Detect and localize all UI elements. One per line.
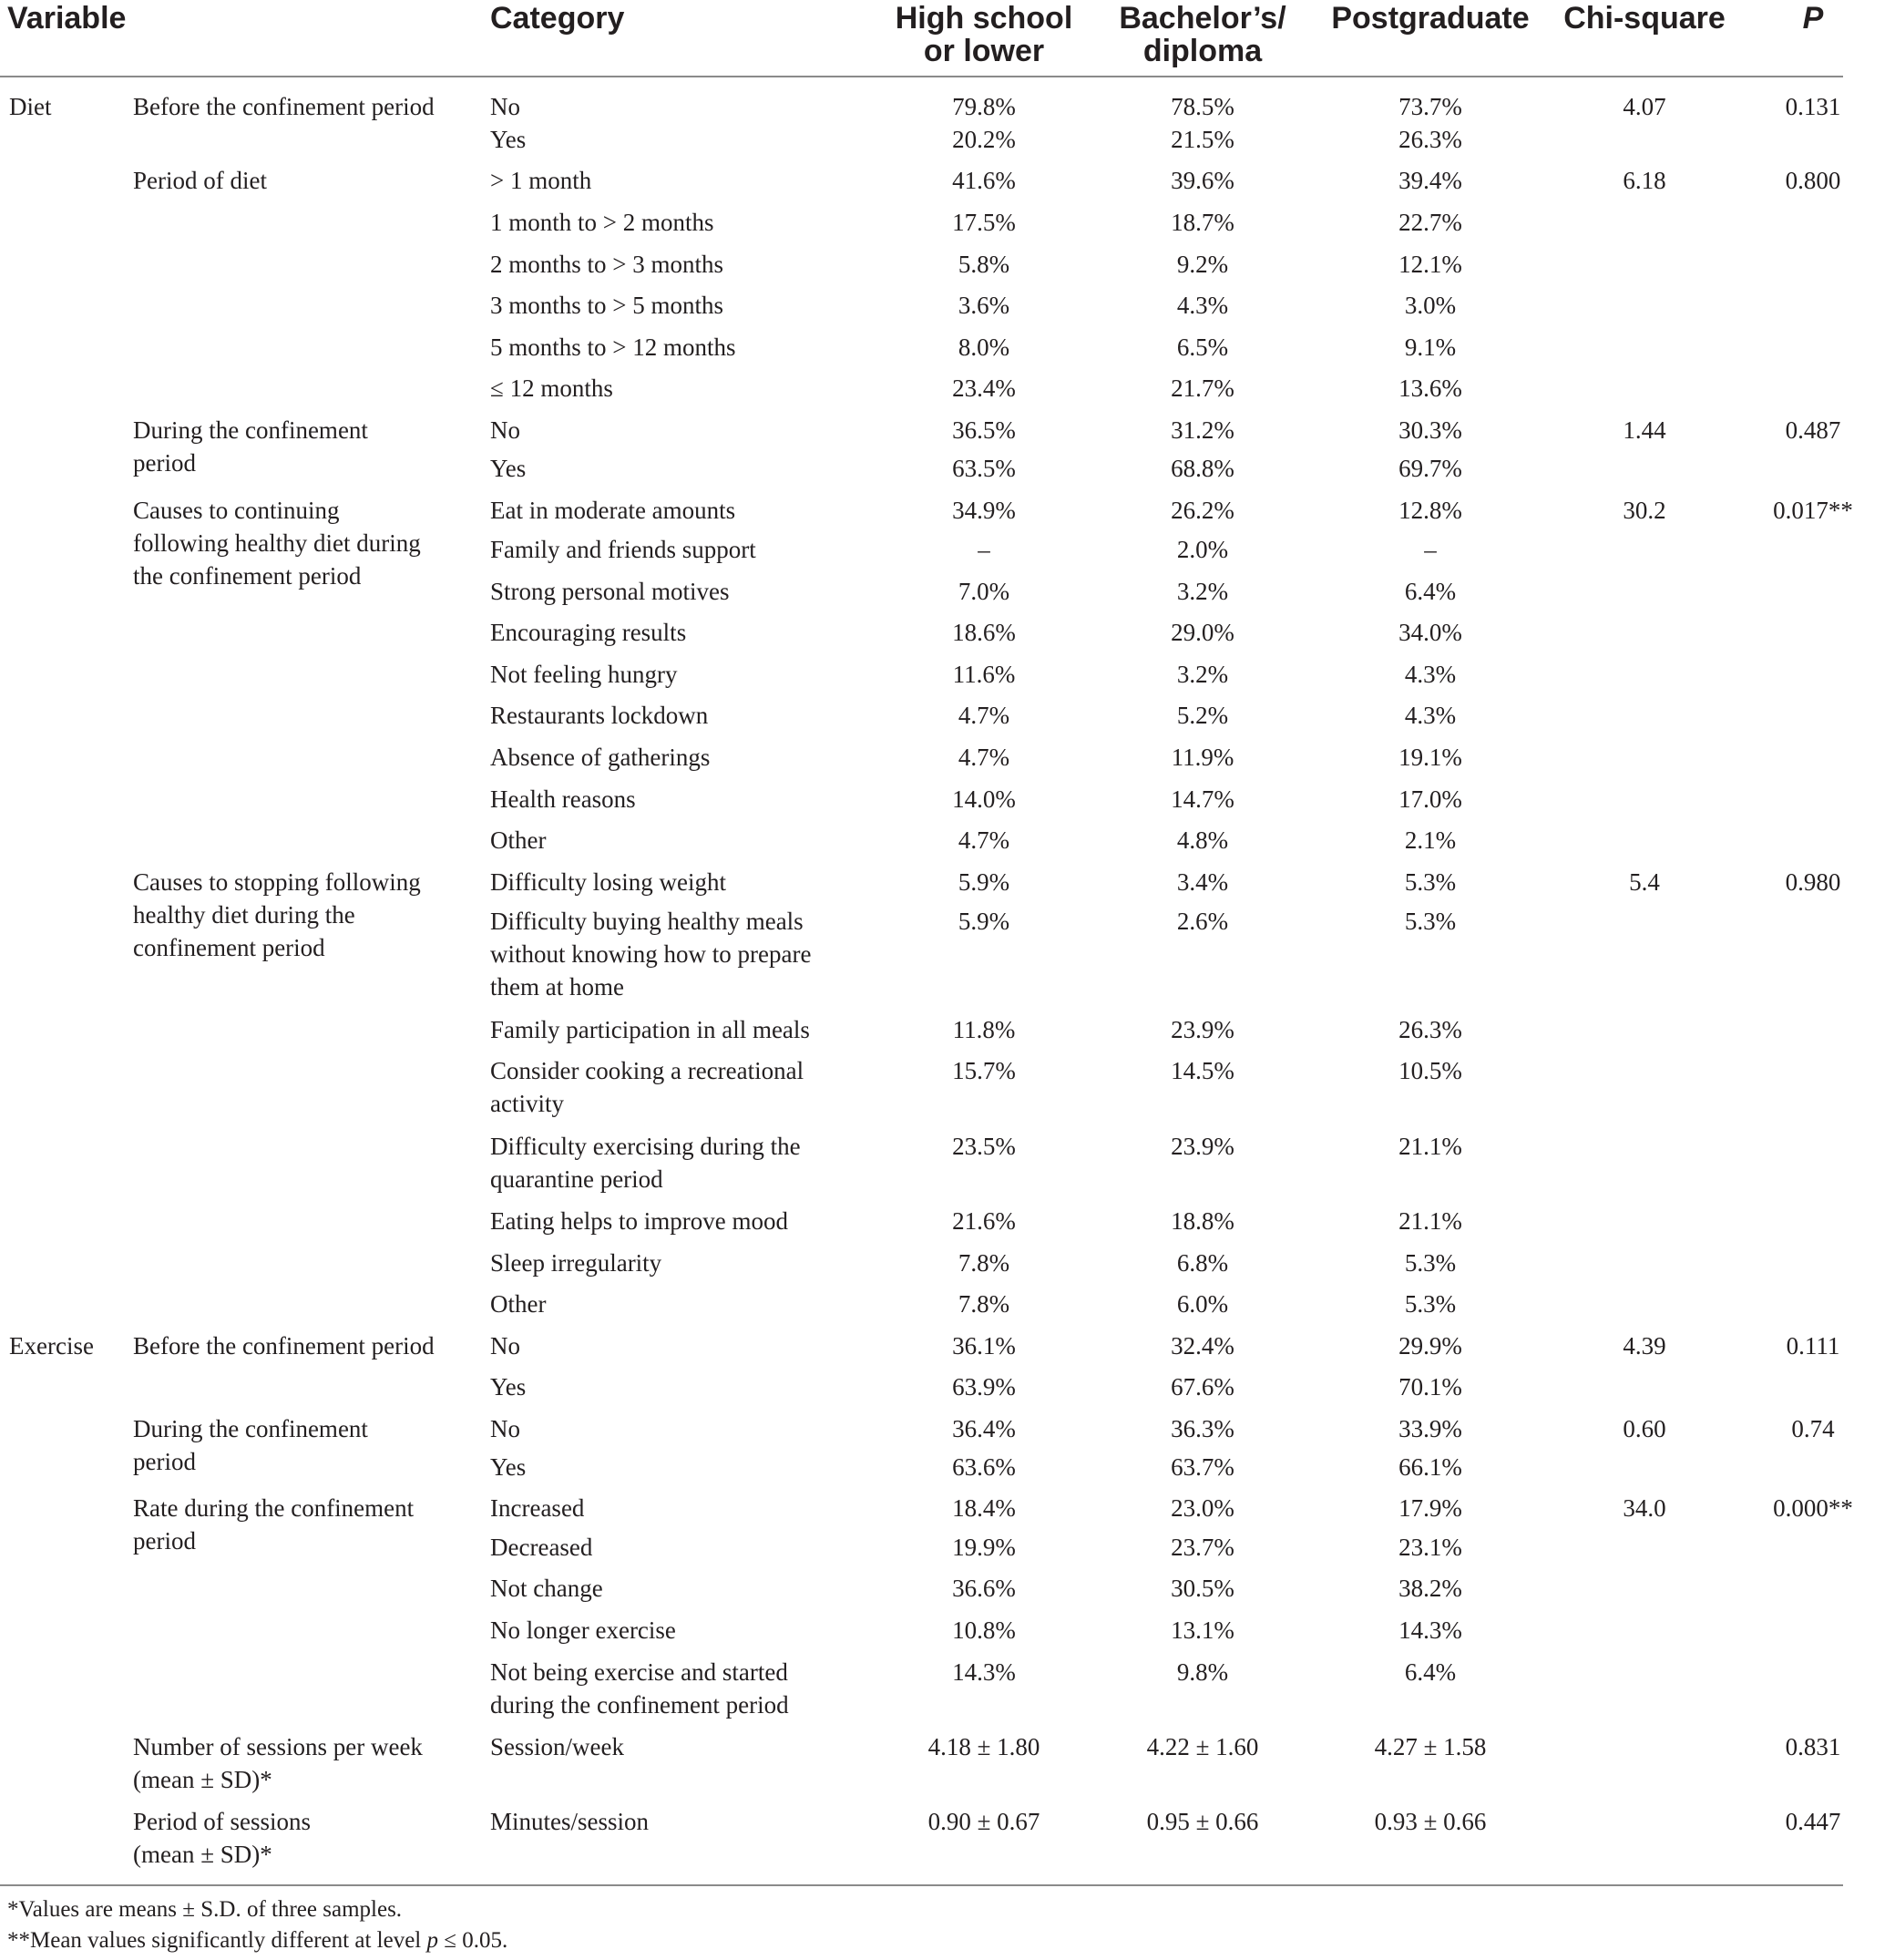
category-cell-line: Difficulty losing weight — [490, 868, 726, 896]
bachelors-cell: 23.9% — [1171, 1133, 1234, 1160]
postgraduate-cell: 22.7% — [1398, 209, 1462, 236]
header-rule — [0, 76, 1843, 77]
high-school-cell: 14.3% — [952, 1658, 1016, 1686]
high-school-cell: 36.6% — [952, 1575, 1016, 1602]
category-cell — [490, 699, 708, 732]
p-value-cell: 0.74 — [1791, 1415, 1835, 1442]
bottom-rule — [0, 1884, 1843, 1886]
subvariable-cell-line: Number of sessions per week — [133, 1733, 423, 1760]
bachelors-cell: 6.0% — [1176, 1290, 1229, 1318]
high-school-cell: 21.6% — [952, 1207, 1016, 1235]
subvariable-cell-line: Causes to stopping following — [133, 868, 421, 896]
subvariable-cell-line: During the confinement — [133, 416, 368, 444]
bachelors-cell: 11.9% — [1171, 744, 1234, 771]
category-cell — [490, 1656, 789, 1721]
postgraduate-cell: 19.1% — [1398, 744, 1462, 771]
bachelors-cell: 3.2% — [1176, 578, 1229, 605]
bachelors-cell: 9.8% — [1176, 1658, 1229, 1686]
high-school-cell: 5.9% — [958, 868, 1010, 896]
high-school-cell: 23.4% — [952, 375, 1016, 402]
high-school-cell: 36.1% — [952, 1332, 1016, 1360]
subvariable-cell-line: Period of sessions — [133, 1808, 311, 1835]
subvariable-cell — [133, 1329, 435, 1362]
subvariable-cell-line: Causes to continuing — [133, 497, 340, 524]
high-school-cell: 11.8% — [952, 1016, 1016, 1043]
header-variable: Variable — [7, 1, 127, 36]
bachelors-cell: 14.7% — [1171, 785, 1234, 813]
high-school-cell: 79.8% — [952, 93, 1016, 120]
high-school-cell: 23.5% — [952, 1133, 1016, 1160]
postgraduate-cell: 5.3% — [1404, 908, 1457, 935]
postgraduate-cell: 17.9% — [1398, 1494, 1462, 1522]
category-cell-line: Decreased — [490, 1534, 593, 1561]
category-cell-line: No — [490, 416, 520, 444]
subvariable-cell-line: (mean ± SD)* — [133, 1766, 272, 1793]
category-cell — [490, 494, 735, 527]
high-school-cell: 7.8% — [958, 1290, 1010, 1318]
bachelors-cell: 32.4% — [1171, 1332, 1234, 1360]
bachelors-cell: 26.2% — [1171, 497, 1234, 524]
category-cell-line: Health reasons — [490, 785, 636, 813]
chi-square-cell: 0.60 — [1623, 1415, 1666, 1442]
bachelors-cell: 68.8% — [1171, 455, 1234, 482]
category-cell-line: them at home — [490, 973, 624, 1001]
high-school-cell: 5.9% — [958, 908, 1010, 935]
p-value-cell: 0.980 — [1785, 868, 1841, 896]
postgraduate-cell: 0.93 ± 0.66 — [1374, 1808, 1487, 1835]
high-school-cell: 36.4% — [952, 1415, 1016, 1442]
postgraduate-cell: 26.3% — [1398, 126, 1462, 153]
bachelors-cell: 6.8% — [1176, 1249, 1229, 1277]
category-cell-line: Minutes/session — [490, 1808, 650, 1835]
category-cell-line: Consider cooking a recreational — [490, 1057, 804, 1084]
bachelors-cell: 39.6% — [1171, 167, 1234, 194]
bachelors-cell: 31.2% — [1171, 416, 1234, 444]
bachelors-cell: 5.2% — [1176, 702, 1229, 729]
p-value-cell: 0.000** — [1773, 1494, 1853, 1522]
category-cell — [490, 414, 520, 446]
subvariable-cell-line: period — [133, 449, 196, 477]
postgraduate-cell: 73.7% — [1398, 93, 1462, 120]
header-chi-square: Chi-square — [1563, 1, 1726, 36]
high-school-cell: 4.7% — [958, 744, 1010, 771]
category-cell — [490, 1412, 520, 1445]
category-cell-line: Yes — [490, 1453, 527, 1481]
high-school-cell: 0.90 ± 0.67 — [927, 1808, 1040, 1835]
high-school-cell: 10.8% — [952, 1616, 1016, 1644]
category-cell-line: Family and friends support — [490, 536, 756, 563]
postgraduate-cell: 2.1% — [1404, 826, 1457, 854]
header-high-school-line2: or lower — [923, 34, 1045, 68]
high-school-cell: 34.9% — [952, 497, 1016, 524]
postgraduate-cell: 66.1% — [1398, 1453, 1462, 1481]
category-cell-line: 3 months to > 5 months — [490, 292, 723, 319]
header-bachelors-line2: diploma — [1142, 34, 1263, 68]
high-school-cell: 5.8% — [958, 251, 1010, 278]
category-cell-line: Yes — [490, 455, 527, 482]
postgraduate-cell: 17.0% — [1398, 785, 1462, 813]
high-school-cell: 8.0% — [958, 334, 1010, 361]
category-cell-line: Not being exercise and started — [490, 1658, 788, 1686]
postgraduate-cell: 6.4% — [1404, 578, 1457, 605]
category-cell — [490, 90, 520, 123]
header-category: Category — [490, 1, 625, 36]
p-value-cell: 0.447 — [1785, 1808, 1841, 1835]
postgraduate-cell: 4.3% — [1404, 661, 1457, 688]
category-cell-line: Increased — [490, 1494, 585, 1522]
category-cell-line: No — [490, 93, 520, 120]
p-value-cell: 0.831 — [1785, 1733, 1841, 1760]
category-cell — [490, 905, 811, 1003]
high-school-cell: 19.9% — [952, 1534, 1016, 1561]
subvariable-cell — [133, 494, 421, 592]
category-cell-line: Other — [490, 826, 547, 854]
subvariable-cell — [133, 1805, 311, 1871]
p-value-cell: 0.800 — [1785, 167, 1841, 194]
category-cell-line: Strong personal motives — [490, 578, 730, 605]
subvariable-cell-line: During the confinement — [133, 1415, 368, 1442]
high-school-cell: 14.0% — [952, 785, 1016, 813]
postgraduate-cell: 38.2% — [1398, 1575, 1462, 1602]
category-cell-line: during the confinement period — [490, 1691, 789, 1719]
category-cell-line: Sleep irregularity — [490, 1249, 662, 1277]
category-cell-line: Restaurants lockdown — [490, 702, 709, 729]
header-postgraduate: Postgraduate — [1331, 1, 1530, 36]
chi-square-cell: 5.4 — [1629, 868, 1660, 896]
postgraduate-cell: 13.6% — [1398, 375, 1462, 402]
postgraduate-cell: 5.3% — [1404, 1249, 1457, 1277]
high-school-cell: 7.0% — [958, 578, 1010, 605]
subvariable-cell-line: Rate during the confinement — [133, 1494, 415, 1522]
category-cell — [490, 1451, 526, 1483]
bachelors-cell: 63.7% — [1171, 1453, 1234, 1481]
postgraduate-cell: 70.1% — [1398, 1373, 1462, 1401]
category-cell-line: activity — [490, 1090, 564, 1117]
high-school-cell: 20.2% — [952, 126, 1016, 153]
postgraduate-cell: 21.1% — [1398, 1133, 1462, 1160]
postgraduate-cell: 69.7% — [1398, 455, 1462, 482]
variable-cell: Exercise — [9, 1332, 94, 1360]
subvariable-cell-line: following healthy diet during — [133, 529, 421, 557]
subvariable-cell — [133, 866, 421, 964]
postgraduate-cell: 39.4% — [1398, 167, 1462, 194]
high-school-cell: 11.6% — [952, 661, 1016, 688]
high-school-cell: 3.6% — [958, 292, 1010, 319]
category-cell-line: 1 month to > 2 months — [490, 209, 714, 236]
bachelors-cell: 67.6% — [1171, 1373, 1234, 1401]
bachelors-cell: 9.2% — [1176, 251, 1229, 278]
chi-square-cell: 34.0 — [1623, 1494, 1666, 1522]
subvariable-cell — [133, 1730, 423, 1796]
header-bachelors-line1: Bachelor’s/ — [1119, 1, 1286, 36]
chi-square-cell: 30.2 — [1623, 497, 1666, 524]
category-cell — [490, 533, 756, 566]
bachelors-cell: 23.0% — [1171, 1494, 1234, 1522]
category-cell — [490, 575, 729, 608]
postgraduate-cell: 9.1% — [1404, 334, 1457, 361]
high-school-cell: 17.5% — [952, 209, 1016, 236]
category-cell-line: No — [490, 1415, 520, 1442]
category-cell — [490, 1614, 676, 1647]
header-high-school — [888, 2, 1080, 67]
category-cell-line: > 1 month — [490, 167, 592, 194]
high-school-cell: 4.18 ± 1.80 — [927, 1733, 1040, 1760]
subvariable-cell-line: Period of diet — [133, 167, 267, 194]
high-school-cell: 63.9% — [952, 1373, 1016, 1401]
subvariable-cell — [133, 164, 267, 197]
category-cell — [490, 783, 636, 816]
p-value-cell: 0.111 — [1786, 1332, 1840, 1360]
bachelors-cell: 14.5% — [1171, 1057, 1234, 1084]
category-cell — [490, 1247, 661, 1279]
chi-square-cell: 6.18 — [1623, 167, 1666, 194]
bachelors-cell: 13.1% — [1171, 1616, 1234, 1644]
category-cell — [490, 1130, 801, 1195]
category-cell-line: quarantine period — [490, 1165, 663, 1193]
header-high-school-line1: High school — [895, 1, 1073, 36]
high-school-cell: 36.5% — [952, 416, 1016, 444]
postgraduate-cell: 4.27 ± 1.58 — [1374, 1733, 1487, 1760]
subvariable-cell-line: period — [133, 1448, 196, 1475]
category-cell-line: Eating helps to improve mood — [490, 1207, 788, 1235]
subvariable-cell-line: the confinement period — [133, 562, 362, 590]
category-cell-line: Eat in moderate amounts — [490, 497, 736, 524]
bachelors-cell: 2.0% — [1176, 536, 1229, 563]
category-cell — [490, 658, 677, 691]
bachelors-cell: 23.9% — [1171, 1016, 1234, 1043]
high-school-cell: 7.8% — [958, 1249, 1010, 1277]
high-school-cell: 15.7% — [952, 1057, 1016, 1084]
bachelors-cell: 4.3% — [1176, 292, 1229, 319]
high-school-cell: 18.4% — [952, 1494, 1016, 1522]
postgraduate-cell: 4.3% — [1404, 702, 1457, 729]
bachelors-cell: 36.3% — [1171, 1415, 1234, 1442]
category-cell-line: without knowing how to prepare — [490, 940, 812, 968]
p-value-cell: 0.131 — [1785, 93, 1841, 120]
category-cell-line: Yes — [490, 1373, 527, 1401]
high-school-cell: 63.6% — [952, 1453, 1016, 1481]
category-cell — [490, 1370, 526, 1403]
subvariable-cell-line: period — [133, 1527, 196, 1555]
category-cell — [490, 123, 526, 156]
postgraduate-cell: – — [1424, 536, 1437, 563]
header-p: P — [1802, 1, 1824, 36]
category-cell — [490, 1805, 649, 1838]
category-cell-line: Difficulty exercising during the — [490, 1133, 801, 1160]
high-school-cell: 18.6% — [952, 619, 1016, 646]
postgraduate-cell: 26.3% — [1398, 1016, 1462, 1043]
high-school-cell: 4.7% — [958, 702, 1010, 729]
postgraduate-cell: 10.5% — [1398, 1057, 1462, 1084]
p-value-cell: 0.017** — [1773, 497, 1853, 524]
postgraduate-cell: 5.3% — [1404, 1290, 1457, 1318]
category-cell-line: Yes — [490, 126, 527, 153]
bachelors-cell: 2.6% — [1176, 908, 1229, 935]
bachelors-cell: 3.4% — [1176, 868, 1229, 896]
category-cell — [490, 1288, 546, 1320]
category-cell — [490, 331, 736, 364]
bachelors-cell: 4.22 ± 1.60 — [1146, 1733, 1259, 1760]
category-cell — [490, 1730, 624, 1763]
category-cell-line: Not change — [490, 1575, 603, 1602]
category-cell — [490, 206, 714, 239]
bachelors-cell: 0.95 ± 0.66 — [1146, 1808, 1259, 1835]
chi-square-cell: 4.07 — [1623, 93, 1666, 120]
subvariable-cell-line: Before the confinement period — [133, 93, 435, 120]
postgraduate-cell: 33.9% — [1398, 1415, 1462, 1442]
bachelors-cell: 18.8% — [1171, 1207, 1234, 1235]
subvariable-cell — [133, 1412, 368, 1478]
bachelors-cell: 78.5% — [1171, 93, 1234, 120]
category-cell — [490, 1205, 788, 1237]
category-cell — [490, 289, 723, 322]
bachelors-cell: 4.8% — [1176, 826, 1229, 854]
postgraduate-cell: 12.1% — [1398, 251, 1462, 278]
postgraduate-cell: 23.1% — [1398, 1534, 1462, 1561]
postgraduate-cell: 12.8% — [1398, 497, 1462, 524]
footnote-2: **Mean values significantly different at level p ≤ 0.05. — [7, 1928, 508, 1953]
bachelors-cell: 29.0% — [1171, 619, 1234, 646]
category-cell-line: 5 months to > 12 months — [490, 334, 736, 361]
category-cell — [490, 372, 613, 405]
subvariable-cell-line: confinement period — [133, 934, 325, 961]
category-cell-line: Encouraging results — [490, 619, 687, 646]
subvariable-cell — [133, 414, 368, 479]
category-cell — [490, 824, 546, 857]
postgraduate-cell: 3.0% — [1404, 292, 1457, 319]
bachelors-cell: 21.5% — [1171, 126, 1234, 153]
chi-square-cell: 1.44 — [1623, 416, 1666, 444]
bachelors-cell: 30.5% — [1171, 1575, 1234, 1602]
high-school-cell: – — [978, 536, 990, 563]
high-school-cell: 63.5% — [952, 455, 1016, 482]
category-cell — [490, 164, 591, 197]
category-cell — [490, 1572, 603, 1605]
category-cell-line: ≤ 12 months — [490, 375, 613, 402]
category-cell — [490, 452, 526, 485]
high-school-cell: 4.7% — [958, 826, 1010, 854]
variable-cell: Diet — [9, 93, 52, 120]
category-cell-line: Difficulty buying healthy meals — [490, 908, 804, 935]
postgraduate-cell: 5.3% — [1404, 868, 1457, 896]
bachelors-cell: 23.7% — [1171, 1534, 1234, 1561]
category-cell-line: Session/week — [490, 1733, 624, 1760]
header-bachelors — [1102, 2, 1303, 67]
category-cell-line: Absence of gatherings — [490, 744, 711, 771]
subvariable-cell-line: healthy diet during the — [133, 901, 355, 929]
category-cell — [490, 1013, 810, 1046]
chi-square-cell: 4.39 — [1623, 1332, 1666, 1360]
category-cell-line: Not feeling hungry — [490, 661, 678, 688]
category-cell-line: Family participation in all meals — [490, 1016, 810, 1043]
postgraduate-cell: 21.1% — [1398, 1207, 1462, 1235]
category-cell — [490, 248, 723, 281]
category-cell — [490, 1531, 592, 1564]
category-cell — [490, 741, 710, 774]
subvariable-cell-line: Before the confinement period — [133, 1332, 435, 1360]
category-cell-line: No — [490, 1332, 520, 1360]
subvariable-cell — [133, 90, 435, 123]
category-cell-line: Other — [490, 1290, 547, 1318]
postgraduate-cell: 6.4% — [1404, 1658, 1457, 1686]
category-cell — [490, 1329, 520, 1362]
high-school-cell: 41.6% — [952, 167, 1016, 194]
category-cell-line: No longer exercise — [490, 1616, 676, 1644]
bachelors-cell: 6.5% — [1176, 334, 1229, 361]
postgraduate-cell: 30.3% — [1398, 416, 1462, 444]
category-cell — [490, 1492, 584, 1524]
bachelors-cell: 21.7% — [1171, 375, 1234, 402]
p-value-cell: 0.487 — [1785, 416, 1841, 444]
category-cell — [490, 866, 726, 898]
bachelors-cell: 18.7% — [1171, 209, 1234, 236]
bachelors-cell: 3.2% — [1176, 661, 1229, 688]
postgraduate-cell: 14.3% — [1398, 1616, 1462, 1644]
footnote-1: *Values are means ± S.D. of three samples. — [7, 1897, 403, 1922]
subvariable-cell — [133, 1492, 414, 1557]
postgraduate-cell: 29.9% — [1398, 1332, 1462, 1360]
subvariable-cell-line: (mean ± SD)* — [133, 1841, 272, 1868]
category-cell — [490, 1054, 804, 1120]
category-cell-line: 2 months to > 3 months — [490, 251, 723, 278]
category-cell — [490, 616, 686, 649]
postgraduate-cell: 34.0% — [1398, 619, 1462, 646]
